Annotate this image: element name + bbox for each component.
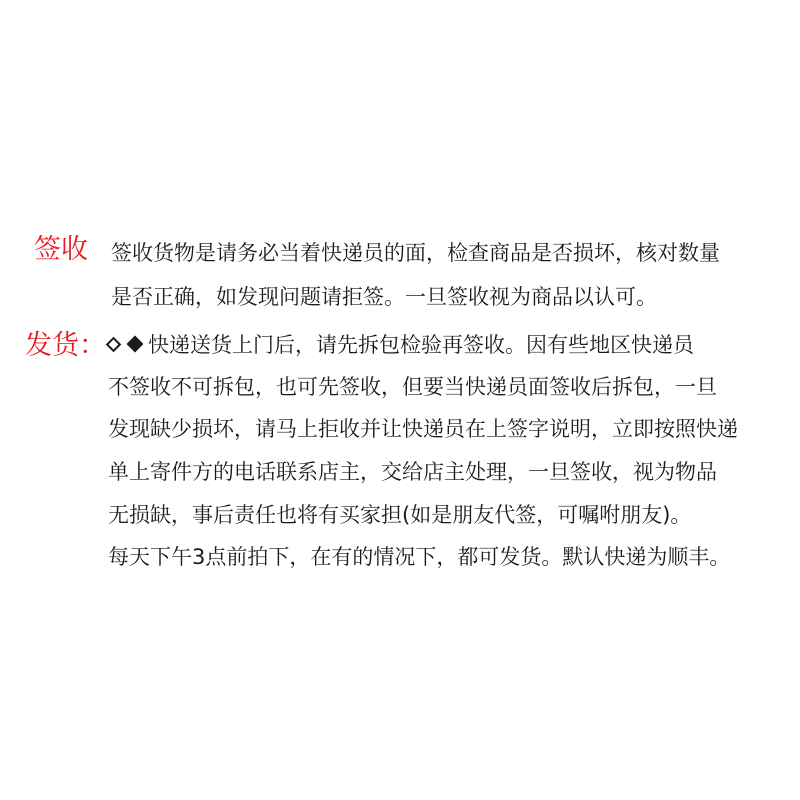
shipping-text-line-4: 单上寄件方的电话联系店主，交给店主处理，一旦签收，视为物品 <box>108 460 717 484</box>
shipping-label: 发货： <box>25 330 106 361</box>
shipping-text-line-5: 无损缺，事后责任也将有买家担(如是朋友代签，可嘱咐朋友)。 <box>108 503 692 527</box>
diamond-solid-icon <box>127 336 144 353</box>
sign-text-line-2: 是否正确，如发现问题请拒签。一旦签收视为商品以认可。 <box>111 285 657 309</box>
shipping-text-line-3: 发现缺少损坏，请马上拒收并让快递员在上签字说明，立即按照快递 <box>108 417 738 441</box>
sign-text-line-1: 签收货物是请务必当着快递员的面，检查商品是否损坏，核对数量 <box>111 241 720 265</box>
sign-label: 签收 <box>34 234 88 265</box>
diamond-outline-icon <box>106 337 122 353</box>
shipping-first-line-text: 快递送货上门后，请先拆包检验再签收。因有些地区快递员 <box>148 333 694 357</box>
shipping-text-line-6: 每天下午3点前拍下，在有的情况下，都可发货。默认快递为顺丰。 <box>108 545 731 569</box>
shipping-text-line-2: 不签收不可拆包，也可先签收，但要当快递员面签收后拆包，一旦 <box>108 375 717 399</box>
shipping-text-line-1 <box>104 330 694 360</box>
